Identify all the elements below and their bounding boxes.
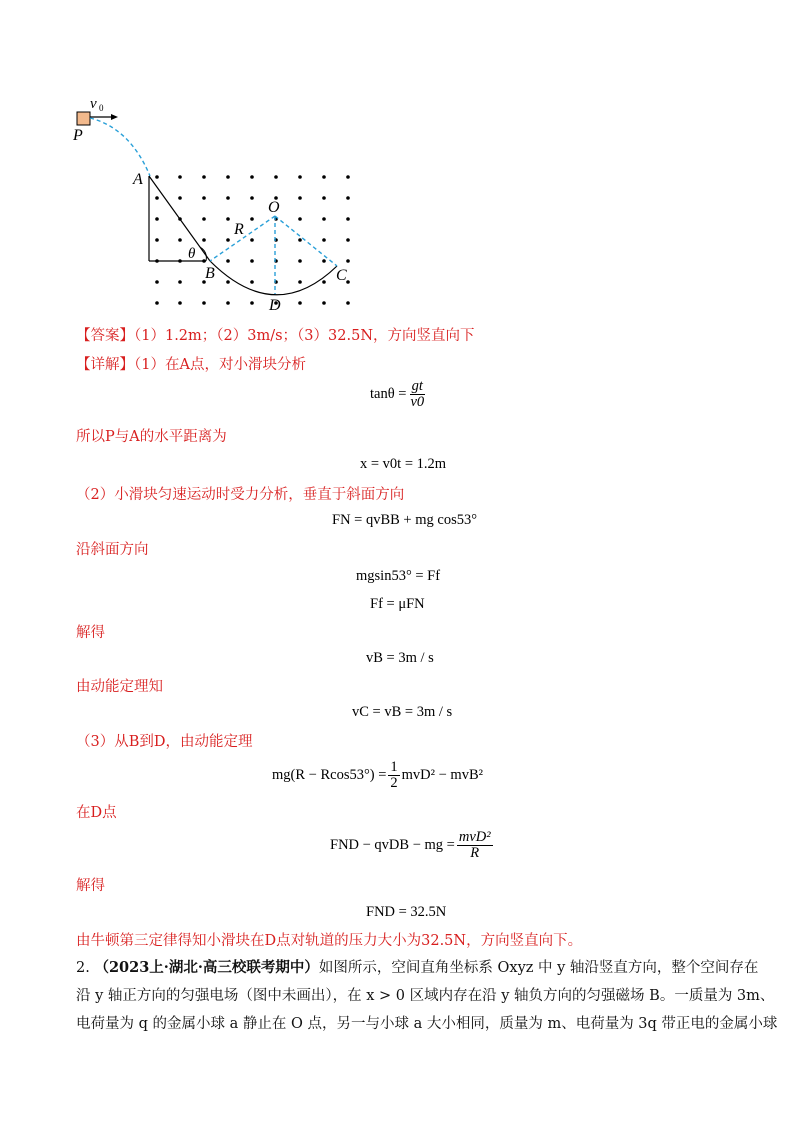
- field-dot: [178, 280, 182, 284]
- field-dot: [298, 301, 302, 305]
- field-dot: [226, 196, 230, 200]
- answer-line: [76, 327, 475, 345]
- label-d: D: [269, 297, 281, 314]
- part1-intro: （1）在A点，对小滑块分析: [134, 357, 306, 373]
- question2-source: （2023上·湖北·高三校联考期中）: [94, 959, 319, 976]
- physics-figure: [60, 88, 390, 328]
- along-incline: 沿斜面方向: [76, 542, 149, 558]
- field-dot: [298, 259, 302, 263]
- field-dot: [155, 280, 159, 284]
- field-dot: [155, 301, 159, 305]
- equation-tan-theta: [370, 379, 428, 410]
- eq8-half-1: $\frac{1}{2}$: [390, 759, 398, 791]
- field-dot: [202, 301, 206, 305]
- field-dot: [346, 175, 350, 179]
- question2-text-1: 如图所示，空间直角坐标系 Oxyz 中 y 轴沿竖直方向，整个空间存在: [318, 960, 759, 976]
- label-theta: θ: [188, 246, 196, 262]
- field-dot: [155, 196, 159, 200]
- solve-1: 解得: [76, 625, 105, 641]
- field-dot: [298, 238, 302, 242]
- eq1-fraction: [408, 379, 426, 410]
- label-c: C: [336, 267, 347, 284]
- field-dot: [250, 280, 254, 284]
- field-dot: [155, 217, 159, 221]
- field-dot: [298, 217, 302, 221]
- equation-energy: [272, 760, 483, 791]
- detail-line: [76, 356, 306, 374]
- field-dot: [226, 238, 230, 242]
- field-dot: [346, 301, 350, 305]
- answer-label: 【答案】: [76, 328, 134, 344]
- circular-track: [210, 261, 337, 295]
- eq9-denominator: R: [470, 845, 480, 861]
- field-dot: [298, 175, 302, 179]
- magnetic-field-dots: [155, 175, 350, 305]
- equation-mgsin: mgsin53° = Ff: [356, 568, 441, 584]
- field-dot: [202, 175, 206, 179]
- field-dot: [322, 238, 326, 242]
- field-dot: [178, 196, 182, 200]
- field-dot: [226, 280, 230, 284]
- field-dot: [346, 280, 350, 284]
- radius-oc: [275, 216, 337, 266]
- field-dot: [250, 196, 254, 200]
- equation-x: x = v0t = 1.2m: [360, 456, 447, 472]
- question2-number: 2.: [76, 960, 90, 976]
- field-dot: [155, 175, 159, 179]
- equation-fn: FN = qvBB + mg cos53°: [332, 512, 478, 528]
- field-dot: [346, 259, 350, 263]
- question2-line1: [76, 956, 758, 980]
- label-v0: v: [90, 96, 97, 112]
- equation-vc: vC = vB = 3m / s: [352, 704, 453, 720]
- field-dot: [202, 217, 206, 221]
- field-dot: [322, 259, 326, 263]
- label-p: P: [73, 127, 83, 144]
- at-d: 在D点: [76, 805, 117, 821]
- field-dot: [202, 196, 206, 200]
- equation-vb: vB = 3m / s: [366, 650, 434, 666]
- field-dot: [178, 238, 182, 242]
- field-dot: [322, 175, 326, 179]
- field-dot: [346, 238, 350, 242]
- eq8-rhs: mvD² − mvB²: [401, 767, 483, 783]
- field-dot: [250, 238, 254, 242]
- eq1-lhs: tanθ =: [370, 386, 407, 402]
- question2-line3: 电荷量为 q 的金属小球 a 静止在 O 点，另一与小球 a 大小相同，质量为 m、电荷量为 3q 带正电的金属小球: [76, 1016, 778, 1032]
- field-dot: [202, 238, 206, 242]
- field-dot: [322, 196, 326, 200]
- field-dot: [322, 217, 326, 221]
- answer-text: （1）1.2m；（2）3m/s；（3）32.5N，方向竖直向下: [134, 328, 475, 344]
- equation-ff: Ff = μFN: [370, 596, 425, 612]
- conclusion: 由牛顿第三定律得知小滑块在D点对轨道的压力大小为32.5N，方向竖直向下。: [76, 933, 583, 949]
- eq1-numerator: gt: [411, 378, 423, 394]
- equation-fnd-result: FND = 32.5N: [366, 904, 447, 920]
- equation-fnd: [330, 830, 495, 861]
- eq1-denominator: v0: [410, 394, 425, 410]
- label-r: R: [234, 221, 244, 238]
- part2-intro: （2）小滑块匀速运动时受力分析，垂直于斜面方向: [76, 487, 405, 503]
- eq9-lhs: FND − qvDB − mg =: [330, 837, 455, 853]
- field-dot: [274, 175, 278, 179]
- part3-intro: （3）从B到D，由动能定理: [76, 734, 253, 750]
- label-a: A: [133, 171, 143, 188]
- field-dot: [178, 175, 182, 179]
- field-dot: [178, 301, 182, 305]
- solve-2: 解得: [76, 878, 105, 894]
- field-dot: [346, 217, 350, 221]
- field-dot: [250, 175, 254, 179]
- trajectory-dashed: [90, 118, 150, 176]
- field-dot: [298, 280, 302, 284]
- field-dot: [298, 196, 302, 200]
- label-b: B: [205, 265, 215, 282]
- field-dot: [250, 217, 254, 221]
- field-dot: [226, 259, 230, 263]
- label-o: O: [268, 199, 280, 216]
- field-dot: [322, 280, 326, 284]
- field-dot: [155, 238, 159, 242]
- velocity-arrowhead-icon: [111, 114, 118, 120]
- field-dot: [226, 217, 230, 221]
- field-dot: [226, 175, 230, 179]
- eq9-fraction: [457, 830, 493, 861]
- kinetic-1: 由动能定理知: [76, 679, 163, 695]
- part1-so: 所以P与A的水平距离为: [76, 429, 227, 445]
- detail-label: 【详解】: [76, 357, 134, 373]
- block-p: [77, 112, 90, 125]
- eq9-numerator: mvD²: [458, 829, 491, 845]
- field-dot: [322, 301, 326, 305]
- field-dot: [250, 301, 254, 305]
- field-dot: [250, 259, 254, 263]
- field-dot: [226, 301, 230, 305]
- eq8-lhs: mg(R − Rcos53°) =: [272, 767, 387, 783]
- question2-line2: 沿 y 轴正方向的匀强电场（图中未画出），在 x > 0 区域内存在沿 y 轴负方向的匀强磁场 B。一质量为 3m、: [76, 988, 775, 1004]
- label-v0-sub: 0: [99, 103, 104, 113]
- field-dot: [346, 196, 350, 200]
